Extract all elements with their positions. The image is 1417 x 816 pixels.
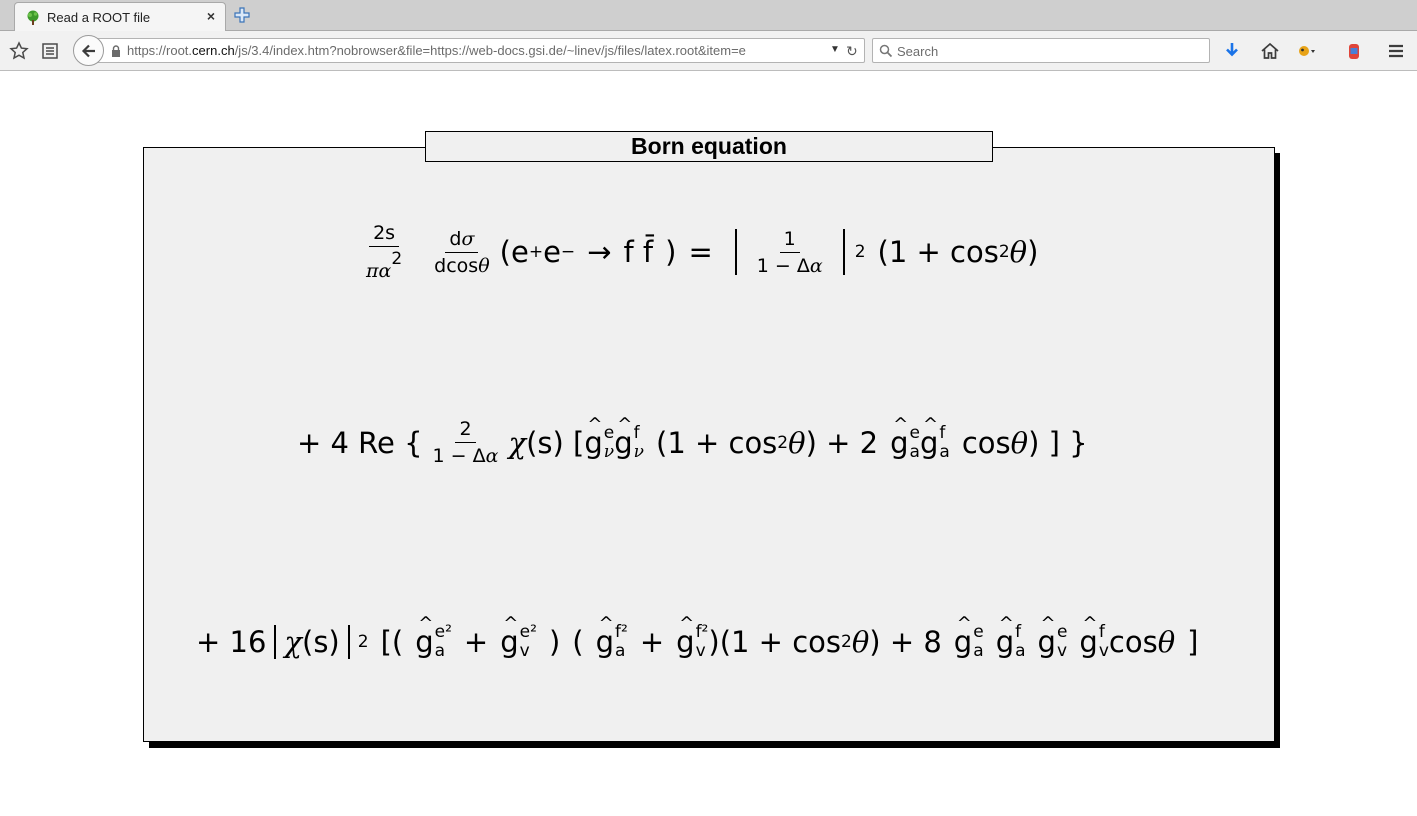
tab-title: Read a ROOT file bbox=[47, 10, 151, 25]
fraction-1-over-1-minus-deltaalpha: $\frac{1}{1 - \Delta\alpha}$ bbox=[756, 227, 823, 277]
back-arrow-icon bbox=[80, 42, 98, 60]
search-input[interactable] bbox=[897, 41, 1197, 61]
back-button[interactable] bbox=[73, 35, 104, 66]
hamburger-menu-icon[interactable] bbox=[1386, 41, 1406, 61]
canvas-title: Born equation bbox=[631, 133, 787, 159]
tree-icon bbox=[25, 10, 41, 26]
equation-line-3: + 16 χ (s) 2 [( ^ g e² a + ^ g e² v ) ( ^ g f² a + ^ g f² v )(1 + cos 2 θ ) + 8 ^ g e a ^ g f a ^ g e v ^ g f v cos θ ] bbox=[196, 624, 1199, 660]
canvas-title-box[interactable] bbox=[425, 131, 993, 162]
url-history-dropdown-icon[interactable]: ▼ bbox=[830, 44, 840, 55]
reload-icon[interactable]: ↻ bbox=[846, 43, 858, 59]
home-icon[interactable] bbox=[1260, 41, 1280, 61]
search-bar[interactable] bbox=[872, 38, 1210, 63]
lock-icon bbox=[111, 45, 121, 57]
tab-bar bbox=[0, 0, 1417, 31]
navigation-toolbar bbox=[0, 31, 1417, 71]
bookmark-star-icon[interactable] bbox=[9, 41, 29, 61]
url-text[interactable]: https://root.cern.ch/js/3.4/index.htm?nobrowser&file=https://web-docs.gsi.de/~linev/js/files/latex.root&item=e bbox=[127, 43, 746, 58]
extension-jar-icon[interactable] bbox=[1344, 41, 1364, 61]
fraction-dsigma-over-dcostheta: $\frac{d\sigma}{dcos\theta}$ bbox=[434, 227, 490, 277]
equation-line-1: $\frac{2s}{\pi\alpha^2}$ $\frac{d\sigma}{dcos\theta}$ (e + e − → f f̄ ) = $\frac{1}{1 - \Delta\alpha}$ 2 (1 + cos 2 θ ) bbox=[356, 222, 1038, 282]
addon-extension-icon[interactable] bbox=[1296, 41, 1316, 61]
fraction-2s-over-pialpha2: $\frac{2s}{\pi\alpha^2}$ bbox=[366, 222, 403, 282]
fraction-2-over-1-minus-deltaalpha: $\frac{2}{1 - \Delta\alpha}$ bbox=[432, 418, 499, 467]
new-tab-icon[interactable] bbox=[233, 6, 251, 24]
downloads-icon[interactable] bbox=[1222, 41, 1242, 61]
search-icon bbox=[879, 44, 893, 58]
close-tab-icon[interactable]: × bbox=[206, 8, 216, 24]
tab-read-root-file[interactable] bbox=[14, 2, 226, 31]
root-canvas[interactable] bbox=[0, 72, 1417, 816]
reading-list-icon[interactable] bbox=[40, 41, 60, 61]
equation-line-2: + 4 Re { $\frac{2}{1 - \Delta\alpha}$ χ (s) [ ^ g e ν ^ g f ν (1 + cos 2 θ ) + 2 ^ g e a ^ g f a cos θ ) ] } bbox=[297, 418, 1088, 467]
url-bar[interactable] bbox=[89, 38, 865, 63]
